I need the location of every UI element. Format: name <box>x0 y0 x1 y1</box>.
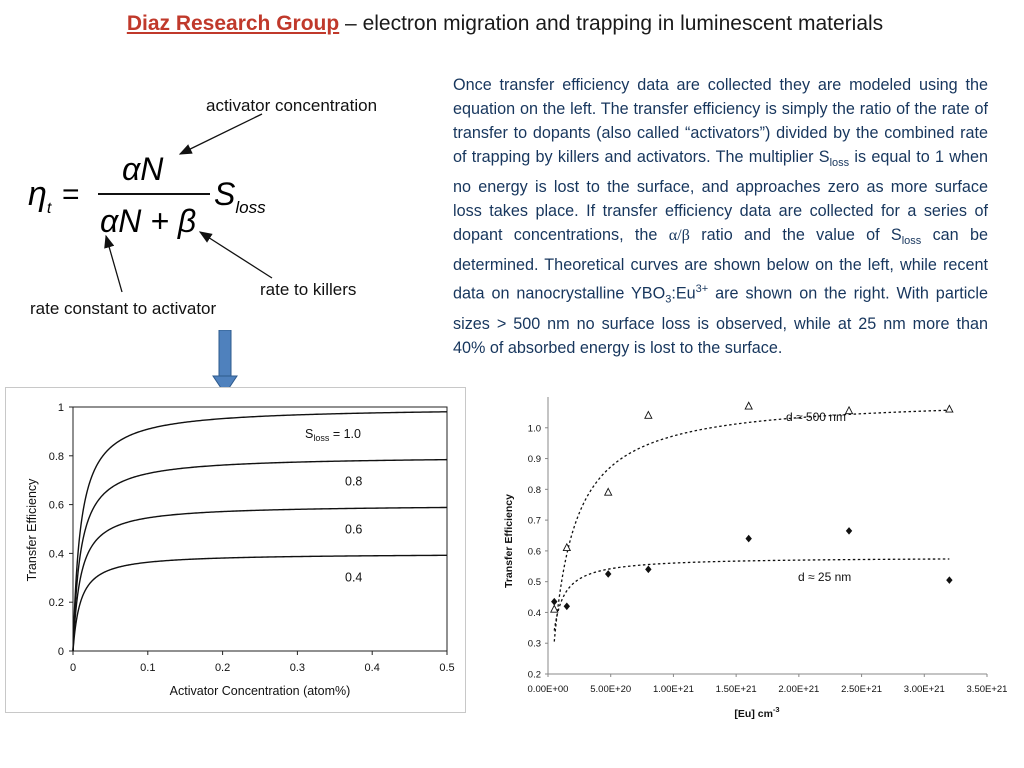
data-point-diamond <box>605 570 611 578</box>
data-point-diamond <box>946 576 952 584</box>
data-y-tick-label: 0.6 <box>527 546 541 558</box>
data-x-tick-label: 2.50E+21 <box>841 684 883 695</box>
data-y-tick-label: 0.7 <box>527 515 541 527</box>
data-point-triangle <box>645 411 652 418</box>
data-x-axis-label <box>734 705 779 720</box>
theory-y-tick-label: 0.6 <box>48 499 64 512</box>
data-fit-line-0 <box>554 410 949 641</box>
data-point-diamond <box>745 535 751 543</box>
theory-curve-label-2: 0.6 <box>345 522 363 537</box>
data-point-triangle <box>605 488 612 495</box>
data-y-tick-label: 1.0 <box>527 423 541 435</box>
data-fit-line-1 <box>554 559 949 631</box>
data-series-label-1: d ≈ 25 nm <box>798 570 852 584</box>
data-point-diamond <box>846 527 852 535</box>
data-y-tick-label: 0.3 <box>527 638 541 650</box>
equation-diagram <box>0 60 450 330</box>
data-point-diamond <box>564 602 570 610</box>
data-point-diamond <box>645 566 651 574</box>
theory-x-tick-label: 0.2 <box>214 662 231 674</box>
data-x-tick-label: 3.50E+21 <box>966 684 1008 695</box>
theory-x-tick-label: 0.1 <box>140 662 156 674</box>
theory-curve-label-1: 0.8 <box>345 474 363 489</box>
theory-x-tick-label: 0.4 <box>364 662 380 674</box>
eq-multiplier-sub: loss <box>235 198 266 217</box>
data-x-tick-label: 1.50E+21 <box>715 684 757 695</box>
data-y-tick-label: 0.9 <box>527 454 541 466</box>
data-point-triangle <box>551 605 558 612</box>
theory-y-tick-label: 0.4 <box>48 548 64 561</box>
data-y-tick-label: 0.8 <box>527 484 541 496</box>
eq-denominator: αN + β <box>100 203 197 239</box>
theory-curve-2 <box>73 507 447 651</box>
data-x-tick-label: 1.00E+21 <box>652 684 694 695</box>
arrow-activator-concentration <box>180 114 262 154</box>
eq-numerator: αN <box>122 151 164 187</box>
theory-y-tick-label: 0 <box>57 646 64 658</box>
theory-y-tick-label: 0.2 <box>48 597 64 610</box>
arrow-rate-constant <box>106 236 122 292</box>
data-point-triangle <box>946 405 953 412</box>
data-series-label-0: d ≈ 500 nm <box>786 410 846 424</box>
data-point-triangle <box>745 402 752 409</box>
label-activator-concentration: activator concentration <box>206 96 378 115</box>
label-rate-to-killers: rate to killers <box>260 280 357 299</box>
data-x-axis-label-text: [Eu] cm <box>734 708 773 720</box>
eq-multiplier-symbol: S <box>214 176 236 212</box>
theory-x-tick-label: 0 <box>69 662 77 674</box>
theory-y-axis-label: Transfer Efficiency <box>25 478 39 582</box>
data-y-tick-label: 0.5 <box>527 577 541 589</box>
theory-curve-label-0: $S_{loss} = 1.0$ <box>305 426 361 443</box>
data-x-tick-label: 0.00E+00 <box>527 684 569 695</box>
eq-eta-sub: t <box>46 200 52 217</box>
data-x-tick-label: 3.00E+21 <box>903 684 945 695</box>
data-x-tick-label: 5.00E+20 <box>590 684 632 695</box>
data-x-axis-label-sup: -3 <box>772 705 780 714</box>
data-x-tick-label: 2.00E+21 <box>778 684 820 695</box>
data-chart <box>490 383 1020 723</box>
eq-eta <box>28 175 52 217</box>
theory-chart <box>5 387 465 713</box>
data-y-axis-label: Transfer Efficiency <box>503 494 515 588</box>
label-rate-constant: rate constant to activator <box>30 299 217 318</box>
data-y-tick-label: 0.4 <box>527 607 541 619</box>
description-paragraph: Once transfer efficiency data are collected they are modeled using the equation on the left. The transfer efficiency is simply the ratio of the rate of transfer to dopants (also called “activators”) divided by the combined rate of trapping by killers and activators. The multiplier $S_{loss}$ is equal to 1 when no energy is lost to the surface, and approaches zero as more surface loss takes place. If transfer efficiency data are collected for a series of dopant concentrations, the α/β ratio and the value of $S_{loss}$ can be determined. Theoretical curves are shown below on the left, while recent data on nanocrystalline $YBO_3:Eu^{3+}$ are shown on the right. With particle sizes > 500 nm no surface loss is observed, while at 25 nm more than 40% of absorbed energy is lost to the surface. <box>453 76 988 358</box>
theory-y-tick-label: 1 <box>57 402 64 414</box>
data-y-tick-label: 0.2 <box>527 669 541 681</box>
theory-plot-area <box>73 407 447 651</box>
eq-eta-symbol: η <box>28 175 47 213</box>
theory-x-tick-label: 0.5 <box>439 662 455 674</box>
eq-equals: = <box>62 178 80 211</box>
title-subtitle: – electron migration and trapping in luminescent materials <box>339 12 884 35</box>
theory-curve-label-3: 0.4 <box>345 570 363 585</box>
theory-x-tick-label: 0.3 <box>289 662 306 674</box>
theory-y-tick-label: 0.8 <box>48 450 64 463</box>
data-point-triangle <box>846 407 853 414</box>
alpha-beta-symbol: α/β <box>668 226 690 245</box>
theory-curve-0 <box>73 412 447 651</box>
theory-x-axis-label: Activator Concentration (atom%) <box>169 684 351 698</box>
arrow-rate-to-killers <box>200 232 272 278</box>
data-point-triangle <box>563 544 570 551</box>
eq-multiplier <box>214 176 266 217</box>
data-point-diamond <box>551 598 557 606</box>
page-title <box>0 12 1010 36</box>
group-link[interactable]: Diaz Research Group <box>126 12 340 35</box>
theory-curve-3 <box>73 555 447 651</box>
